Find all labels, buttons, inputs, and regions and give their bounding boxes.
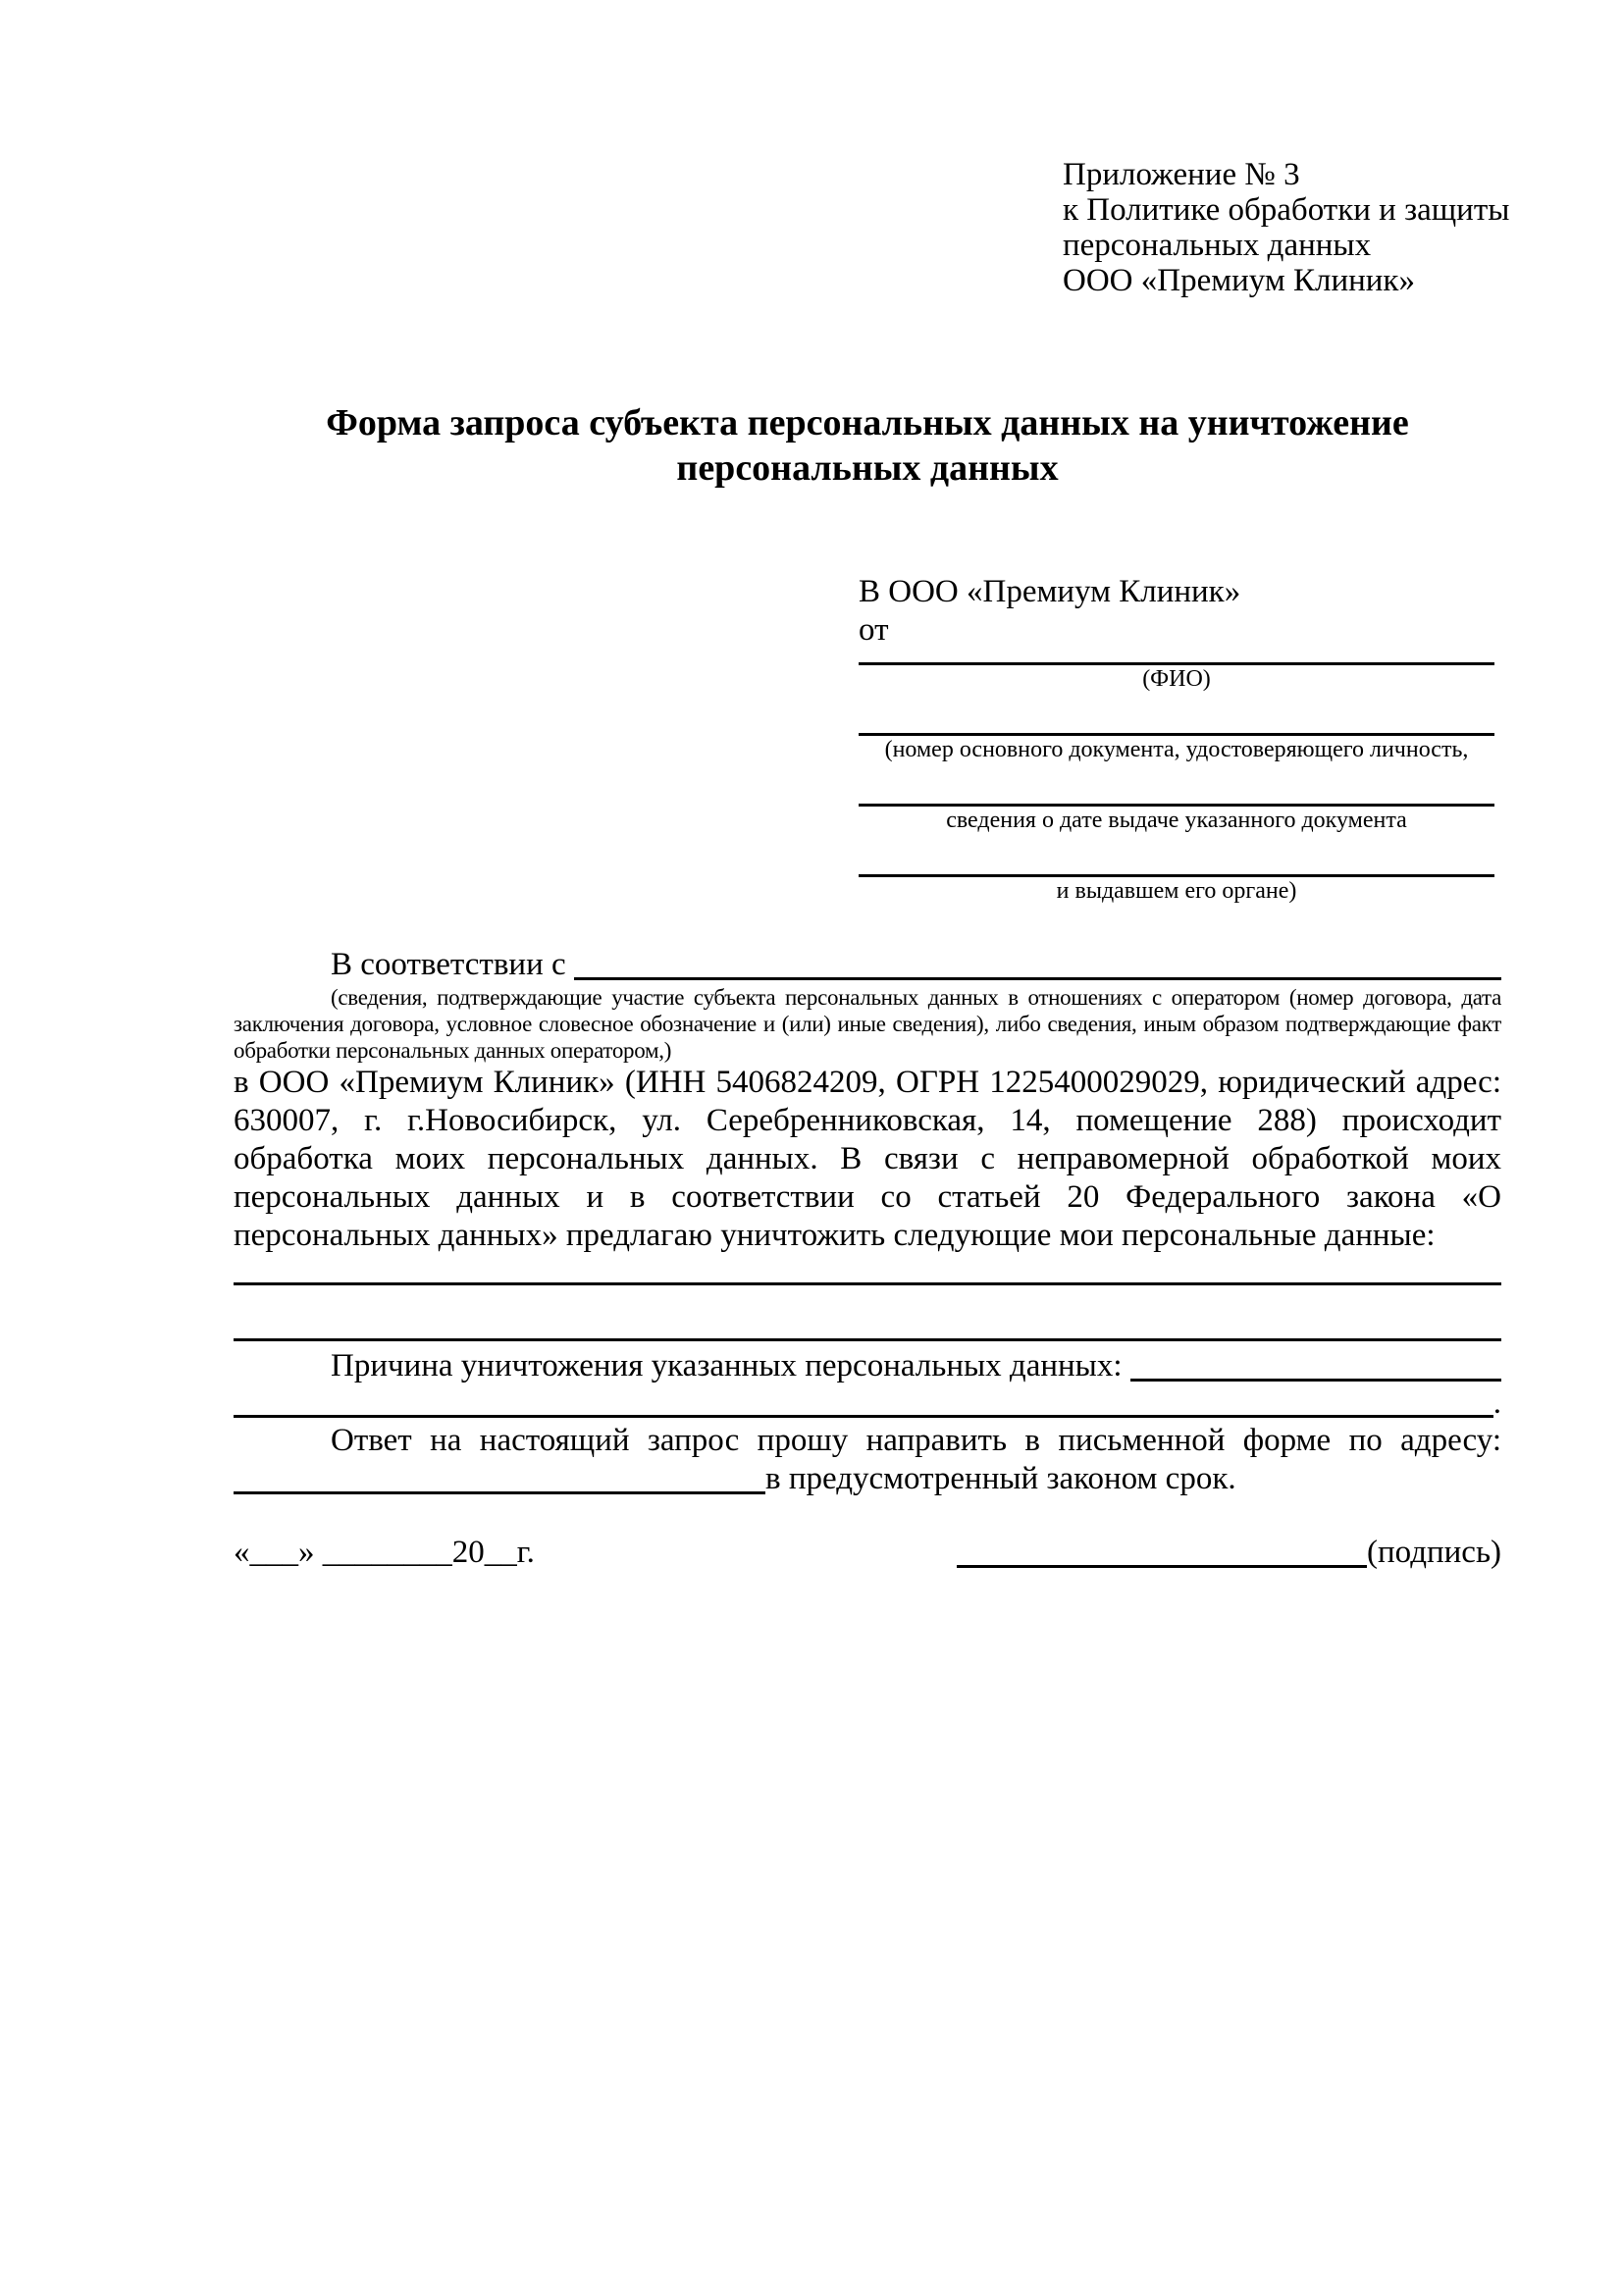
paragraph-line: в ООО «Премиум Клиник» (ИНН 5406824209, ОГРН 1225400029029, юридический адрес: bbox=[234, 1065, 1501, 1100]
personal-data-blank-line bbox=[234, 1325, 1501, 1341]
fio-blank-line bbox=[859, 650, 1494, 665]
appendix-line: персональных данных bbox=[1063, 228, 1372, 263]
response-deadline-text: в предусмотренный законом срок. bbox=[765, 1461, 1236, 1496]
address-blank-line bbox=[234, 1460, 765, 1494]
paragraph-line: персональных данных» предлагаю уничтожить следующие мои персональные данные: bbox=[234, 1218, 1436, 1253]
reason-label: Причина уничтожения указанных персональных данных: bbox=[331, 1348, 1123, 1383]
personal-data-blank-line bbox=[234, 1269, 1501, 1285]
paragraph-line: 630007, г. г.Новосибирск, ул. Серебренниковская, 14, помещение 288) происходит bbox=[234, 1103, 1501, 1138]
small-print-line: (сведения, подтверждающие участие субъекта персональных данных в отношениях с оператором (номер договора, дата bbox=[331, 985, 1501, 1010]
response-request-line: Ответ на настоящий запрос прошу направить в письменной форме по адресу: bbox=[331, 1423, 1501, 1458]
reason-period: . bbox=[1492, 1385, 1501, 1421]
small-print-line: заключения договора, условное словесное обозначение и (или) иные сведения), либо сведения, иным образом подтверждающие факт bbox=[234, 1012, 1501, 1036]
id-document-blank-line bbox=[859, 718, 1494, 736]
date-signature-row bbox=[234, 1534, 1501, 1572]
appendix-header bbox=[1063, 157, 1510, 298]
issue-date-caption: сведения о дате выдаче указанного документа bbox=[946, 808, 1407, 833]
appendix-line: к Политике обработки и защиты bbox=[1063, 192, 1510, 228]
reason-continuation-blank-line bbox=[234, 1385, 1493, 1418]
fio-caption: (ФИО) bbox=[1142, 666, 1211, 692]
main-paragraph bbox=[234, 1064, 1501, 1255]
accordance-blank-line bbox=[574, 946, 1501, 980]
accordance-label: В соответствии с bbox=[331, 947, 566, 982]
document-title bbox=[234, 400, 1501, 491]
issuing-authority-caption: и выдавшем его органе) bbox=[1056, 878, 1297, 904]
response-address-row bbox=[234, 1460, 1501, 1498]
id-document-caption: (номер основного документа, удостоверяющего личность, bbox=[884, 737, 1469, 762]
date-field: «___» ________20__г. bbox=[234, 1535, 535, 1570]
addressee-block bbox=[859, 573, 1494, 905]
issuing-authority-blank-line bbox=[859, 860, 1494, 877]
addressee-to: В ООО «Премиум Клиник» bbox=[859, 574, 1241, 609]
issue-date-blank-line bbox=[859, 789, 1494, 807]
signature-group bbox=[957, 1534, 1501, 1572]
reason-blank-line bbox=[1130, 1347, 1501, 1382]
paragraph-line: персональных данных и в соответствии со статьей 20 Федерального закона «О bbox=[234, 1179, 1501, 1215]
paragraph-line: обработка моих персональных данных. В связи с неправомерной обработкой моих bbox=[234, 1141, 1501, 1176]
addressee-from-label: от bbox=[859, 612, 889, 648]
reason-row bbox=[234, 1347, 1501, 1385]
small-print-note bbox=[234, 984, 1501, 1064]
appendix-line: Приложение № 3 bbox=[1063, 157, 1300, 192]
small-print-line: обработки персональных данных оператором,) bbox=[234, 1038, 672, 1063]
accordance-row bbox=[234, 946, 1501, 984]
title-line: Форма запроса субъекта персональных данных на уничтожение bbox=[326, 402, 1409, 444]
title-line: персональных данных bbox=[676, 447, 1059, 489]
reason-continuation-row bbox=[234, 1385, 1501, 1422]
signature-blank-line bbox=[957, 1534, 1367, 1568]
appendix-line: ООО «Премиум Клиник» bbox=[1063, 263, 1415, 298]
signature-caption: (подпись) bbox=[1367, 1535, 1501, 1570]
